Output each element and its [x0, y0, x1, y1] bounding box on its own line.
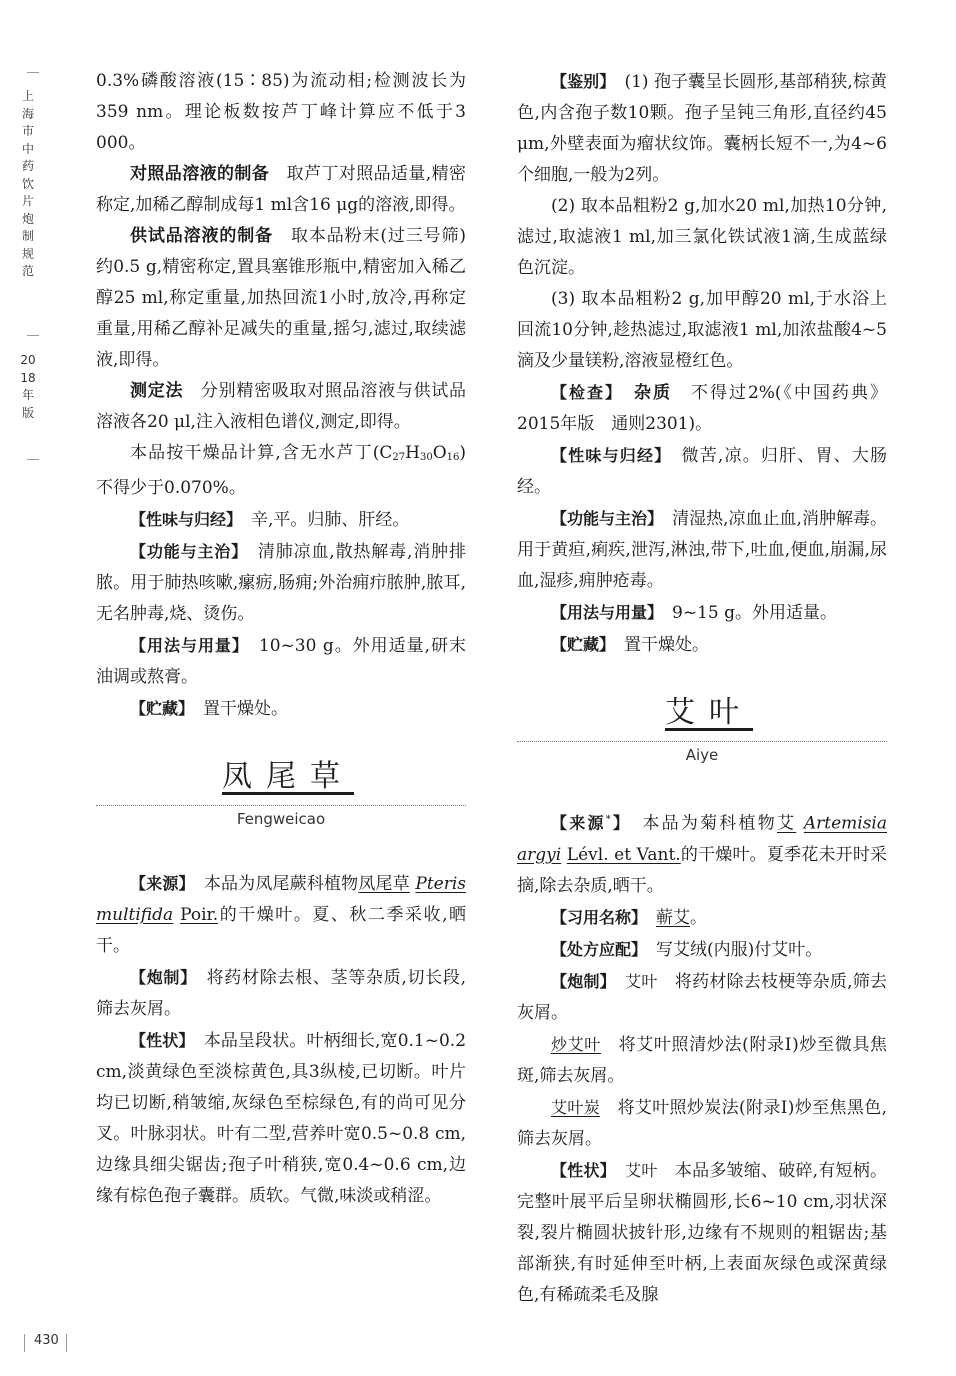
functions-indications-label: 【功能与主治】 — [130, 542, 241, 561]
functions-indications-text: 清肺凉血,散热解毒,消肿排脓。用于肺热咳嗽,瘰疬,肠痈;外治痈疖脓肿,脓耳,无名肿毒,烧、烫伤。 — [96, 542, 466, 624]
plant-name-cn: 凤尾草 — [358, 874, 410, 894]
processing-sub-label: 艾叶 — [625, 971, 658, 991]
entry-header-fengweicao — [96, 757, 466, 832]
prescription-text: 写艾绒(内服)付艾叶。 — [656, 939, 823, 960]
inspection — [517, 377, 887, 440]
footer-rule-right — [66, 1334, 67, 1352]
character — [517, 1155, 887, 1311]
usage-dosage — [517, 597, 887, 629]
formula-o-sub: 16 — [446, 452, 460, 463]
reference-solution-label: 对照品溶液的制备 — [130, 164, 270, 184]
source-text-post: 的干燥叶。夏、秋二季采收,晒干。 — [96, 905, 466, 956]
processing — [517, 966, 887, 1029]
source-text-pre: 本品为菊科植物 — [642, 813, 777, 834]
character-label: 【性状】 — [130, 1031, 187, 1050]
source — [517, 804, 887, 902]
character-sub-label: 艾叶 — [625, 1160, 658, 1180]
identification-label: 【鉴别】 — [551, 72, 608, 91]
reference-solution-text: 取芦丁对照品适量,精密称定,加稀乙醇制成每1 ml含16 μg的溶液,即得。 — [96, 164, 467, 215]
processing-text: 将药材除去枝梗等杂质,筛去灰屑。 — [517, 971, 888, 1023]
assay-procedure-label: 测定法 — [130, 381, 184, 401]
nature-meridian-text: 辛,平。归肺、肝经。 — [251, 510, 410, 530]
character — [96, 1025, 466, 1212]
nature-meridian — [517, 440, 887, 503]
reference-solution — [96, 159, 466, 221]
plant-author: Poir. — [180, 905, 219, 925]
sidebar-rule-bottom — [27, 459, 39, 460]
storage — [96, 693, 466, 725]
content-text-pre: 本品按干燥品计算,含无水芦丁(C — [130, 443, 393, 463]
source-text-pre: 本品为凤尾蕨科植物 — [203, 874, 359, 894]
common-name — [517, 902, 887, 934]
left-column — [96, 66, 466, 1212]
processing-text: 将药材除去根、茎等杂质,切长段,筛去灰屑。 — [96, 968, 466, 1019]
charred — [517, 1092, 887, 1155]
entry-header-aiye — [517, 693, 887, 768]
content-text-post: )不得少于0.070%。 — [96, 443, 466, 498]
common-name-text: 蕲艾 — [656, 907, 691, 928]
identification-3: (3) 取本品粗粉2 g,加甲醇20 ml,于水浴上回流10分钟,趁热滤过,取滤液1 ml,加浓盐酸4~5滴及少量镁粉,溶液显橙红色。 — [517, 289, 887, 371]
sidebar-book-title: 上海市中药饮片炮制规范 — [21, 89, 34, 278]
source — [96, 868, 466, 962]
identification-1 — [517, 66, 887, 191]
entry-pinyin: Aiye — [685, 746, 719, 764]
processing — [96, 962, 466, 1025]
usage-dosage-label: 【用法与用量】 — [130, 636, 241, 655]
identification-2: (2) 取本品粗粉2 g,加水20 ml,加热10分钟,滤过,取滤液1 ml,加三氯化铁试液1滴,生成蓝绿色沉淀。 — [517, 196, 887, 278]
page-number: 430 — [34, 1333, 59, 1348]
stir-fried-text: 将艾叶照清炒法(附录Ⅰ)炒至微具焦斑,筛去灰屑。 — [517, 1034, 887, 1086]
assay-procedure-text: 分别精密吸取对照品溶液与供试品溶液各20 μl,注入液相色谱仪,测定,即得。 — [96, 381, 467, 432]
source-label: 【来源 — [551, 813, 606, 833]
entry-title: 艾叶 — [665, 695, 753, 730]
formula-c-sub: 27 — [392, 452, 406, 463]
hplc-conditions-end: 0.3%磷酸溶液(15∶85)为流动相;检测波长为359 nm。理论板数按芦丁峰计算应不低于3 000。 — [96, 71, 466, 153]
formula-o: O — [432, 443, 447, 463]
identification-1-text: (1) 孢子囊呈长圆形,基部稍狭,棕黄色,内含孢子数10颗。孢子呈钝三角形,直径约45 μm,外壁表面为瘤状纹饰。囊柄长短不一,为4~6个细胞,一般为2列。 — [517, 72, 887, 185]
charred-text: 将艾叶照炒炭法(附录Ⅰ)炒至焦黑色,筛去灰屑。 — [517, 1097, 887, 1149]
common-name-label: 【习用名称】 — [551, 907, 640, 927]
functions-indications-text: 清湿热,凉血止血,消肿解毒。用于黄疸,痢疾,泄泻,淋浊,带下,吐血,便血,崩漏,尿血,湿疹,痈肿疮毒。 — [517, 509, 887, 591]
source-label: 【来源】 — [130, 874, 187, 893]
source-text-post: 的干燥叶。夏季花未开时采摘,除去杂质,晒干。 — [517, 844, 888, 896]
content-requirement — [96, 438, 466, 504]
footer-rule-left — [24, 1334, 25, 1352]
inspection-label: 【检查】 — [551, 383, 615, 402]
source-footnote-mark: * — [605, 814, 611, 825]
charred-label: 艾叶炭 — [551, 1097, 601, 1117]
entry-title: 凤尾草 — [222, 759, 354, 794]
formula-h-sub: 30 — [419, 452, 433, 463]
sidebar-rule-middle — [27, 335, 39, 336]
plant-name-latin: Artemisia argyi — [517, 813, 888, 865]
right-column — [517, 66, 887, 1311]
storage — [517, 629, 887, 661]
nature-meridian-text: 微苦,凉。归肝、胃、大肠经。 — [517, 446, 888, 497]
nature-meridian — [96, 504, 466, 536]
inspection-text: 不得过2%(《中国药典》2015年版 通则2301)。 — [517, 383, 888, 434]
functions-indications — [96, 536, 466, 630]
character-text: 本品多皱缩、破碎,有短柄。完整叶展平后呈卵状椭圆形,长6~10 cm,羽状深裂,裂片椭圆状披针形,边缘有不规则的粗锯齿;基部渐狭,有时延伸至叶柄,上表面灰绿色或深黄绿色,有稀疏柔毛及腺 — [517, 1160, 888, 1305]
usage-dosage-text: 9~15 g。外用适量。 — [672, 603, 837, 623]
sidebar-edition: 2018年版 — [20, 353, 36, 420]
prescription-label: 【处方应配】 — [551, 939, 640, 959]
test-solution-label: 供试品溶液的制备 — [130, 226, 274, 246]
sidebar-rule-top — [27, 72, 39, 73]
prescription — [517, 934, 887, 966]
storage-label: 【贮藏】 — [130, 699, 187, 718]
functions-indications-label: 【功能与主治】 — [551, 509, 656, 528]
plant-author: Lévl. et Vant. — [566, 844, 681, 865]
storage-text: 置干燥处。 — [624, 635, 710, 655]
usage-dosage — [96, 630, 466, 693]
character-label: 【性状】 — [551, 1160, 608, 1180]
formula-h: H — [405, 443, 420, 463]
common-name-post: 。 — [690, 907, 708, 928]
test-solution-text: 取本品粉末(过三号筛)约0.5 g,精密称定,置具塞锥形瓶中,精密加入稀乙醇25 ml,称定重量,加热回流1小时,放冷,再称定重量,用稀乙醇补足减失的重量,摇匀,滤过,取续滤液,即得。 — [96, 226, 467, 370]
usage-dosage-label: 【用法与用量】 — [551, 603, 656, 622]
inspection-sub-label: 杂质 — [633, 383, 672, 403]
functions-indications — [517, 503, 887, 597]
storage-text: 置干燥处。 — [203, 699, 289, 719]
nature-meridian-label: 【性味与归经】 — [551, 446, 664, 465]
nature-meridian-label: 【性味与归经】 — [130, 510, 235, 529]
plant-name-cn: 艾 — [776, 813, 797, 834]
character-text: 本品呈段状。叶柄细长,宽0.1~0.2 cm,淡黄绿色至淡棕黄色,具3纵棱,已切断。叶片均已切断,稍皱缩,灰绿色至棕绿色,有的尚可见分叉。叶脉羽状。叶有二型,营养叶宽0.5~0.8 cm,边缘具细尖锯齿;孢子叶稍狭,宽0.4~0.6 cm,边缘有棕色孢子囊群。质软。气微,味淡或稍涩。 — [96, 1031, 467, 1206]
test-solution — [96, 221, 466, 376]
stir-fried-label: 炒艾叶 — [551, 1034, 601, 1054]
assay-procedure — [96, 376, 466, 438]
source-label-end: 】 — [610, 813, 624, 833]
entry-pinyin: Fengweicao — [236, 810, 326, 828]
stir-fried — [517, 1029, 887, 1092]
processing-label: 【炮制】 — [130, 968, 189, 987]
storage-label: 【贮藏】 — [551, 635, 608, 654]
processing-label: 【炮制】 — [551, 971, 608, 991]
usage-dosage-text: 10~30 g。外用适量,研末油调或熬膏。 — [96, 636, 467, 687]
plant-name-latin: Pteris multifida — [96, 874, 467, 925]
